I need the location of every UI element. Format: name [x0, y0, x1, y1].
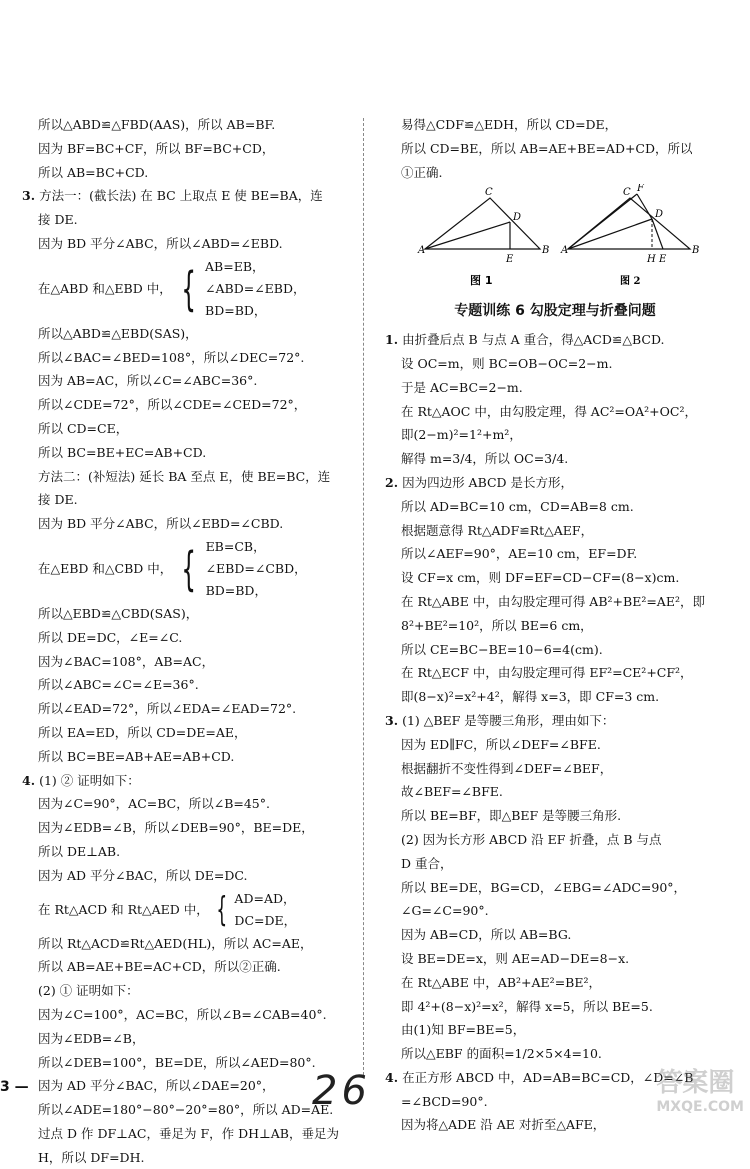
point-label-a: A	[418, 245, 426, 257]
text-line: 所以∠ABC=∠C=∠E=36°.	[38, 677, 199, 693]
question-number: 3.	[385, 712, 399, 728]
figure-2	[560, 184, 699, 287]
text-line: 所以 DE⊥AB.	[38, 843, 121, 859]
text: 在正方形 ABCD 中，AD=AB=BC=CD，∠D=∠B	[402, 1069, 694, 1085]
text-line: 所以△ABD≌△FBD(AAS)，所以 AB=BF.	[38, 117, 276, 132]
text-line: 因为 AB=AC，所以∠C=∠ABC=36°.	[38, 373, 258, 389]
text-line: 接 DE.	[38, 492, 78, 508]
text-line: 所以 AB=BC+CD.	[38, 164, 149, 180]
text-line: 所以∠EAD=72°，所以∠EDA=∠EAD=72°.	[38, 701, 297, 717]
text-line: 因为 AD 平分∠BAC，所以 DE=DC.	[38, 867, 248, 883]
problem-1-first-line	[385, 328, 725, 352]
text-line: 故∠BEF=∠BFE.	[401, 784, 503, 800]
text: (1) ② 证明如下：	[39, 772, 140, 788]
text-line: 设 CF=x cm，则 DF=EF=CD−CF=(8−x)cm.	[401, 570, 680, 586]
point-label-c: C	[623, 187, 631, 199]
problem-3-first-line	[385, 709, 725, 733]
text-line: 因为∠EDB=∠B，	[38, 1030, 145, 1046]
text-line: H，所以 DF=DH.	[38, 1149, 145, 1165]
text-line: 所以△EBF 的面积=1/2×5×4=10.	[401, 1046, 602, 1062]
text-line: =∠BCD=90°.	[401, 1093, 488, 1109]
text: 在 Rt△ACD 和 Rt△AED 中，	[38, 901, 209, 917]
brace-icon: {	[216, 889, 228, 930]
point-label-b: B	[692, 245, 700, 257]
text-line: 因为∠EDB=∠B，所以∠DEB=90°，BE=DE，	[38, 820, 314, 836]
question-number: 2.	[385, 474, 399, 490]
point-label-e: E	[506, 254, 514, 266]
segment-ad	[568, 219, 652, 249]
segment-ad	[425, 222, 510, 249]
watermark-url: MXQE.COM	[656, 1099, 744, 1115]
segment-af	[568, 194, 637, 249]
figure-2-label: 图 2	[620, 276, 641, 288]
text-line: 由(1)知 BF=BE=5，	[401, 1022, 526, 1038]
page-number: 3 —	[0, 1079, 29, 1095]
text-line: 接 DE.	[38, 212, 78, 228]
text-line: ①正确.	[401, 164, 443, 180]
section-title: 专题训练 6 勾股定理与折叠问题	[454, 303, 656, 320]
text-line: 在 Rt△ECF 中，由勾股定理可得 EF²=CE²+CF²，	[401, 665, 693, 681]
text-line: 所以 Rt△ACD≌Rt△AED(HL)，所以 AC=AE，	[38, 935, 313, 951]
text-line: 即(8−x)²=x²+4²，解得 x=3，即 CF=3 cm.	[401, 689, 660, 705]
condition: DC=DE，	[234, 912, 297, 928]
text: 在△ABD 和△EBD 中，	[38, 280, 172, 296]
text-line: 因为 AD 平分∠BAC，所以∠DAE=20°，	[38, 1078, 275, 1094]
point-label-c: C	[485, 187, 493, 199]
text-line: 所以△ABD≌△EBD(SAS)，	[38, 325, 198, 341]
text: 在△EBD 和△CBD 中，	[38, 561, 173, 577]
text-line: 因为 AB=CD，所以 AB=BG.	[401, 927, 572, 943]
text-line: 所以∠BAC=∠BED=108°，所以∠DEC=72°.	[38, 349, 305, 365]
text-line: 因为 BD 平分∠ABC，所以∠ABD=∠EBD.	[38, 235, 283, 251]
text: 方法一：(截长法) 在 BC 上取点 E 使 BE=BA，连	[39, 188, 323, 204]
question-number: 3.	[22, 188, 36, 204]
triangle-abc	[425, 198, 540, 249]
text-line: D 重合，	[401, 855, 453, 871]
text-line: 所以∠ADE=180°−80°−20°=80°，所以 AD=AE.	[38, 1102, 334, 1118]
watermark-logo	[656, 1062, 744, 1115]
text-line: 因为∠C=90°，AC=BC，所以∠B=45°.	[38, 796, 270, 812]
point-label-h: H	[647, 254, 656, 266]
congruence-conditions	[22, 536, 352, 602]
point-label-f: F	[637, 184, 644, 195]
point-label-d: D	[513, 212, 522, 224]
point-label-d: D	[655, 209, 664, 221]
question-3-first-line	[22, 184, 352, 208]
text-line: 因为∠C=100°，AC=BC，所以∠B=∠CAB=40°.	[38, 1006, 327, 1022]
text-line: 在 Rt△AOC 中，由勾股定理，得 AC²=OA²+OC²，	[401, 403, 697, 419]
text-line: 所以 CD=BE，所以 AB=AE+BE=AD+CD，所以	[401, 140, 693, 156]
text-line: 易得△CDF≌△EDH，所以 CD=DE，	[401, 117, 618, 132]
text-line: 因为将△ADE 沿 AE 对折至△AFE，	[401, 1117, 606, 1133]
triangle-abc	[568, 198, 690, 249]
text-line: 设 BE=DE=x，则 AE=AD−DE=8−x.	[401, 950, 630, 966]
text-line: 根据翻折不变性得到∠DEF=∠BEF，	[401, 760, 613, 776]
text-line: 过点 D 作 DF⊥AC，垂足为 F，作 DH⊥AB，垂足为	[38, 1125, 339, 1141]
problem-2-first-line	[385, 471, 725, 495]
point-label-a: A	[561, 245, 569, 257]
condition: BD=BD，	[205, 582, 267, 598]
text-line: 8²+BE²=10²，所以 BE=6 cm，	[401, 617, 593, 633]
text-line: 所以 AD=BC=10 cm，CD=AB=8 cm.	[401, 498, 634, 514]
figure-1-label: 图 1	[470, 274, 493, 288]
text-line: 设 OC=m，则 BC=OB−OC=2−m.	[401, 355, 613, 371]
point-label-b: B	[542, 245, 550, 257]
figures	[385, 184, 725, 296]
text-line: 因为 ED∥FC，所以∠DEF=∠BFE.	[401, 736, 601, 752]
text-line: 因为∠BAC=108°，AB=AC，	[38, 653, 215, 669]
text-line: 即(2−m)²=1²+m²，	[401, 427, 522, 443]
text-line: 所以∠CDE=72°，所以∠CDE=∠CED=72°，	[38, 397, 307, 413]
question-number: 4.	[385, 1069, 399, 1085]
text-line: 所以△EBD≌△CBD(SAS)，	[38, 605, 199, 621]
brace-icon: {	[181, 261, 196, 316]
text-line: 在 Rt△ABE 中，AB²+AE²=BE²，	[401, 974, 601, 990]
handwritten-number: 26	[312, 1068, 371, 1114]
text-line: 所以 BC=BE+EC=AB+CD.	[38, 444, 207, 460]
text-line: 于是 AC=BC=2−m.	[401, 379, 523, 395]
text-line: 所以 BE=BF，即△BEF 是等腰三角形.	[401, 808, 622, 824]
figure-1	[417, 187, 549, 287]
text-line: (2) 因为长方形 ABCD 沿 EF 折叠，点 B 与点	[401, 831, 662, 847]
column-divider	[363, 118, 364, 1075]
watermark-text: 答案圈	[656, 1068, 735, 1098]
right-column	[385, 113, 725, 1137]
condition: EB=CB，	[205, 538, 266, 554]
text-line: ∠G=∠C=90°.	[401, 903, 489, 919]
left-column	[22, 113, 352, 1169]
text-line: 所以 EA=ED，所以 CD=DE=AE，	[38, 724, 247, 740]
text-line: 所以 CE=BC−BE=10−6=4(cm).	[401, 641, 603, 657]
condition: AD=AD，	[234, 890, 296, 906]
text: (1) △BEF 是等腰三角形，理由如下：	[402, 712, 615, 728]
text-line: 根据题意得 Rt△ADF≌Rt△AEF，	[401, 522, 594, 538]
condition: ∠ABD=∠EBD，	[205, 280, 306, 296]
text-line: 因为 BD 平分∠ABC，所以∠EBD=∠CBD.	[38, 516, 284, 532]
text-line: 所以 CD=CE，	[38, 420, 129, 436]
congruence-conditions	[22, 256, 352, 322]
question-number: 1.	[385, 332, 399, 348]
text: 因为四边形 ABCD 是长方形，	[402, 474, 574, 490]
condition: BD=BD，	[205, 302, 267, 318]
congruence-conditions	[22, 888, 352, 932]
text-line: 所以 BE=DE，BG=CD，∠EBG=∠ADC=90°，	[401, 879, 687, 895]
text-line: 所以 DE=DC，∠E=∠C.	[38, 629, 183, 645]
condition: ∠EBD=∠CBD，	[205, 560, 307, 576]
text-line: 所以∠AEF=90°，AE=10 cm，EF=DF.	[401, 546, 638, 562]
text-line: 方法二：(补短法) 延长 BA 至点 E，使 BE=BC，连	[38, 468, 331, 484]
text-line: 所以 AB=AE+BE=AC+CD，所以②正确.	[38, 959, 281, 975]
geometry-figures	[385, 184, 725, 296]
condition: AB=EB，	[205, 258, 265, 274]
text: 由折叠后点 B 与点 A 重合，得△ACD≌△BCD.	[402, 332, 665, 348]
point-label-e: E	[659, 254, 667, 266]
text-line: 所以∠DEB=100°，BE=DE，所以∠AED=80°.	[38, 1054, 316, 1070]
text-line: 解得 m=3/4，所以 OC=3/4.	[401, 451, 569, 467]
question-number: 4.	[22, 772, 36, 788]
text-line: 因为 BF=BC+CF，所以 BF=BC+CD，	[38, 140, 275, 156]
text-line: 即 4²+(8−x)²=x²，解得 x=5，所以 BE=5.	[401, 998, 653, 1014]
segment-de	[652, 219, 663, 249]
brace-icon: {	[181, 541, 197, 596]
text-line: 所以 BC=BE=AB+AE=AB+CD.	[38, 748, 235, 764]
text-line: 在 Rt△ABE 中，由勾股定理可得 AB²+BE²=AE²，即	[401, 593, 705, 609]
text-line: (2) ① 证明如下：	[38, 983, 139, 999]
question-4-first-line	[22, 769, 352, 793]
